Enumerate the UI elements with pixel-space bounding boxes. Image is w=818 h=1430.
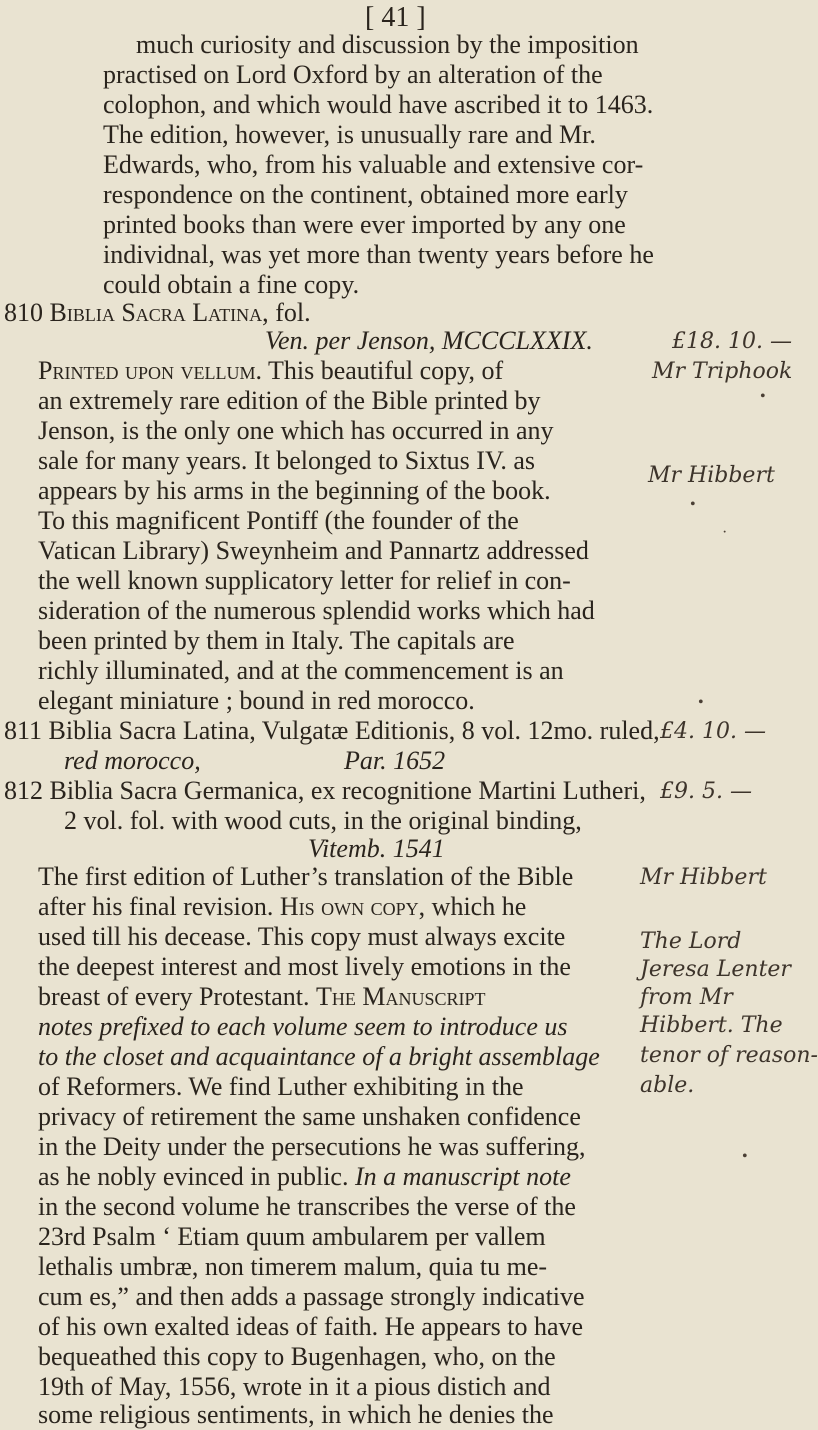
lot-812-line: of his own exalted ideas of faith. He appears to have [38,1312,584,1341]
intro-line: Edwards, who, from his valuable and extensive cor- [103,150,644,179]
lot-811-heading [4,716,660,746]
lot-812-line [38,1162,571,1192]
lot-812-heading [4,776,646,806]
handwritten-buyer-810b: Mr Hibbert [648,463,775,488]
lot-812-line: to the closet and acquaintance of a bright assemblage [38,1042,600,1071]
lot-811-imprint: Par. 1652 [344,746,446,775]
lot-number: 812 [4,776,43,805]
page-number: [ 41 ] [365,2,426,33]
lot-812-line: 23rd Psalm ‘ Etiam quum ambularem per vallem [38,1222,546,1251]
handwritten-note: from Mr [640,985,733,1010]
lot-810-line: sideration of the numerous splendid works which had [38,596,595,625]
lot-810-line: sale for many years. It belonged to Sixtus IV. as [38,446,536,475]
handwritten-price-810: £18. 10. — [672,329,792,354]
lot-812-line: bequeathed this copy to Bugenhagen, who, on the [38,1342,556,1371]
lot-812-line: lethalis umbræ, non timerem malum, quia tu me- [38,1252,548,1281]
lot-810-line: the well known supplicatory letter for relief in con- [38,566,571,595]
lot-812-text: after his final revision. [38,892,274,921]
lot-810-heading [4,298,311,328]
the-manuscript: The Manuscript [315,982,486,1011]
lot-811-binding: red morocco, [64,746,201,775]
handwritten-note: The Lord [640,929,742,954]
lot-812-line: notes prefixed to each volume seem to introduce us [38,1012,568,1041]
intro-line: much curiosity and discussion by the imposition [136,30,639,59]
lot-title: Biblia Sacra Germanica, ex recognitione Martini Lutheri, [49,776,646,805]
lot-812-line: 19th of May, 1556, wrote in it a pious distich and [38,1372,551,1401]
lot-812-line: the deepest interest and most lively emotions in the [38,952,571,981]
handwritten-note: able. [640,1073,695,1098]
lot-810-line [38,356,503,386]
lot-810-line: To this magnificent Pontiff (the founder of the [38,506,519,535]
printed-upon-vellum: Printed upon vellum. [38,356,262,385]
lot-812-text: which he [431,892,527,921]
handwritten-note: Jeresa Lenter [640,957,791,982]
ink-blot: • [690,496,696,513]
his-own-copy: His own copy, [279,892,426,921]
lot-810-line: richly illuminated, and at the commencement is an [38,656,564,685]
intro-line: individnal, was yet more than twenty years before he [103,240,654,269]
lot-format: fol. [275,298,311,327]
manuscript-note-phrase: In a manuscript note [354,1162,571,1191]
handwritten-note: Hibbert. The [640,1013,783,1038]
lot-812-line [38,892,526,922]
lot-812-line: cum es,” and then adds a passage strongly indicative [38,1282,585,1311]
lot-812-line: some religious sentiments, in which he denies the [38,1400,554,1429]
intro-line: practised on Lord Oxford by an alteration of the [103,60,603,89]
lot-810-line: Vatican Library) Sweynheim and Pannartz addressed [38,536,589,565]
handwritten-price-811: £4. 10. — [660,719,766,744]
intro-line: colophon, and which would have ascribed it to 1463. [103,90,654,119]
lot-812-line: The first edition of Luther’s translation of the Bible [38,862,574,891]
intro-line: respondence on the continent, obtained more early [103,180,628,209]
lot-812-imprint: Vitemb. 1541 [308,834,445,863]
lot-812-line: in the Deity under the persecutions he was suffering, [38,1132,586,1161]
handwritten-note: tenor of reason- [640,1043,818,1068]
lot-810-line: been printed by them in Italy. The capitals are [38,626,515,655]
lot-number: 810 [4,298,43,327]
ink-blot: • [760,388,766,405]
intro-line: The edition, however, is unusually rare and Mr. [103,120,596,149]
handwritten-buyer-810a: Mr Triphook [652,359,793,384]
lot-812-line [38,982,485,1012]
lot-812-line: 2 vol. fol. with wood cuts, in the original binding, [64,806,582,835]
lot-810-text: This beautiful copy, of [267,356,504,385]
ink-blot: • [698,694,704,711]
lot-810-line: appears by his arms in the beginning of the book. [38,476,551,505]
intro-line: printed books than were ever imported by any one [103,210,626,239]
ink-blot: • [742,1148,748,1165]
lot-812-line: of Reformers. We find Luther exhibiting in the [38,1072,524,1101]
lot-810-imprint: Ven. per Jenson, MCCCLXXIX. [265,326,593,355]
handwritten-price-812: £9. 5. — [660,779,752,804]
handwritten-buyer-812: Mr Hibbert [640,865,767,890]
lot-812-line: used till his decease. This copy must always excite [38,922,566,951]
lot-812-text: breast of every Protestant. [38,982,310,1011]
lot-810-line: an extremely rare edition of the Bible printed by [38,386,541,415]
lot-812-text: as he nobly evinced in public. [38,1162,349,1191]
lot-title: Biblia Sacra Latina, Vulgatæ Editionis, 8 vol. 12mo. ruled, [48,716,660,745]
lot-title: Biblia Sacra Latina, [49,298,269,327]
lot-812-line: in the second volume he transcribes the verse of the [38,1192,576,1221]
lot-812-line: privacy of retirement the same unshaken confidence [38,1102,581,1131]
ink-blot: · [722,524,728,541]
intro-line: could obtain a fine copy. [103,270,360,299]
lot-810-line: elegant miniature ; bound in red morocco. [38,686,475,715]
lot-810-line: Jenson, is the only one which has occurred in any [38,416,554,445]
lot-number: 811 [4,716,43,745]
